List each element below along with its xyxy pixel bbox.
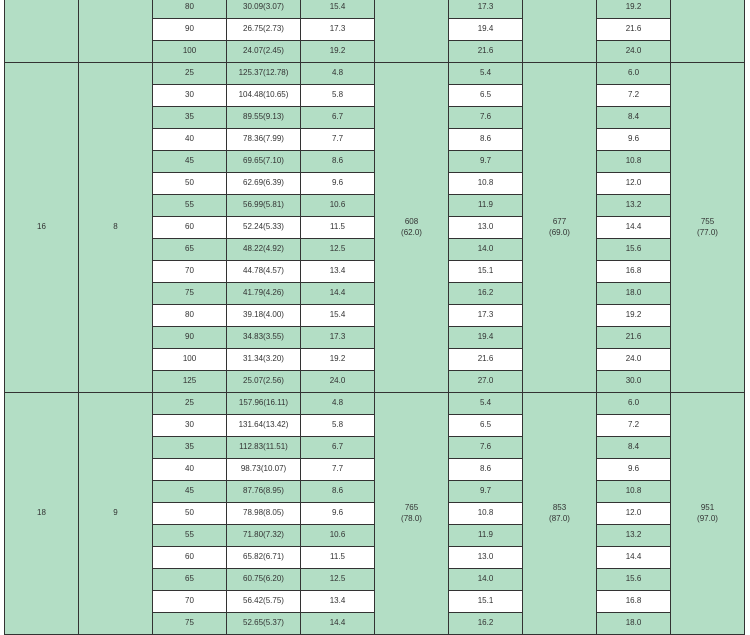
col-4-cell: 48.22(4.92) [227,239,301,261]
col-3-cell: 30 [153,85,227,107]
col-7-cell: 19.4 [449,327,523,349]
col-4-cell: 52.65(5.37) [227,613,301,635]
col-7-cell: 14.0 [449,239,523,261]
col-5-cell: 24.0 [301,371,375,393]
col-9-cell: 14.4 [597,217,671,239]
col-4-cell: 41.79(4.26) [227,283,301,305]
col-7-cell: 16.2 [449,283,523,305]
col-7-cell: 17.3 [449,0,523,19]
col-9-cell: 18.0 [597,283,671,305]
group-col-6-cell [375,0,449,63]
col-7-cell: 9.7 [449,151,523,173]
col-7-cell: 6.5 [449,415,523,437]
col-5-cell: 5.8 [301,85,375,107]
col-5-cell: 8.6 [301,151,375,173]
col-5-cell: 13.4 [301,261,375,283]
col-3-cell: 35 [153,107,227,129]
col-7-cell: 19.4 [449,19,523,41]
col-5-cell: 9.6 [301,503,375,525]
col-4-cell: 25.07(2.56) [227,371,301,393]
spec-table [4,0,745,635]
col-9-cell: 18.0 [597,613,671,635]
col-4-cell: 34.83(3.55) [227,327,301,349]
col-3-cell: 90 [153,327,227,349]
group-col-8-cell [523,0,597,63]
col-7-cell: 27.0 [449,371,523,393]
col-7-cell: 7.6 [449,437,523,459]
col-3-cell: 45 [153,481,227,503]
col-9-cell: 12.0 [597,173,671,195]
col-5-cell: 12.5 [301,239,375,261]
col-9-cell: 8.4 [597,107,671,129]
col-7-cell: 10.8 [449,503,523,525]
table-row [5,393,745,415]
group-col-2-cell [79,0,153,63]
col-5-cell: 5.8 [301,415,375,437]
col-7-cell: 13.0 [449,547,523,569]
col-9-cell: 16.8 [597,591,671,613]
group-col-10-cell: 755 (77.0) [671,63,745,393]
col-9-cell: 19.2 [597,0,671,19]
col-4-cell: 39.18(4.00) [227,305,301,327]
col-3-cell: 125 [153,371,227,393]
col-3-cell: 30 [153,415,227,437]
col-9-cell: 9.6 [597,129,671,151]
col-9-cell: 7.2 [597,85,671,107]
col-5-cell: 10.6 [301,525,375,547]
col-9-cell: 15.6 [597,569,671,591]
col-9-cell: 19.2 [597,305,671,327]
group-col-2-cell: 8 [79,63,153,393]
col-9-cell: 15.6 [597,239,671,261]
table-row [5,63,745,85]
col-3-cell: 100 [153,41,227,63]
col-5-cell: 7.7 [301,459,375,481]
col-5-cell: 14.4 [301,283,375,305]
table-body [5,0,745,635]
col-4-cell: 56.42(5.75) [227,591,301,613]
col-9-cell: 30.0 [597,371,671,393]
col-9-cell: 9.6 [597,459,671,481]
col-9-cell: 6.0 [597,393,671,415]
group-col-6-cell: 765 (78.0) [375,393,449,635]
col-4-cell: 52.24(5.33) [227,217,301,239]
col-7-cell: 21.6 [449,349,523,371]
col-3-cell: 65 [153,239,227,261]
col-5-cell: 12.5 [301,569,375,591]
col-3-cell: 65 [153,569,227,591]
col-9-cell: 6.0 [597,63,671,85]
col-4-cell: 104.48(10.65) [227,85,301,107]
group-col-1-cell: 18 [5,393,79,635]
col-3-cell: 80 [153,305,227,327]
col-7-cell: 6.5 [449,85,523,107]
col-7-cell: 8.6 [449,459,523,481]
col-3-cell: 50 [153,173,227,195]
col-9-cell: 8.4 [597,437,671,459]
col-7-cell: 11.9 [449,195,523,217]
col-3-cell: 40 [153,459,227,481]
col-4-cell: 65.82(6.71) [227,547,301,569]
col-3-cell: 100 [153,349,227,371]
col-4-cell: 157.96(16.11) [227,393,301,415]
col-9-cell: 21.6 [597,19,671,41]
col-7-cell: 14.0 [449,569,523,591]
col-9-cell: 21.6 [597,327,671,349]
table-row [5,0,745,19]
col-5-cell: 9.6 [301,173,375,195]
group-col-2-cell: 9 [79,393,153,635]
col-5-cell: 4.8 [301,63,375,85]
col-3-cell: 45 [153,151,227,173]
col-9-cell: 24.0 [597,41,671,63]
col-7-cell: 9.7 [449,481,523,503]
col-5-cell: 10.6 [301,195,375,217]
col-7-cell: 15.1 [449,591,523,613]
col-5-cell: 14.4 [301,613,375,635]
col-4-cell: 44.78(4.57) [227,261,301,283]
col-7-cell: 8.6 [449,129,523,151]
col-5-cell: 7.7 [301,129,375,151]
col-9-cell: 24.0 [597,349,671,371]
col-4-cell: 112.83(11.51) [227,437,301,459]
col-7-cell: 17.3 [449,305,523,327]
col-3-cell: 40 [153,129,227,151]
col-3-cell: 75 [153,283,227,305]
col-7-cell: 21.6 [449,41,523,63]
group-col-10-cell [671,0,745,63]
col-4-cell: 98.73(10.07) [227,459,301,481]
col-3-cell: 75 [153,613,227,635]
col-9-cell: 12.0 [597,503,671,525]
col-9-cell: 16.8 [597,261,671,283]
col-5-cell: 13.4 [301,591,375,613]
col-4-cell: 56.99(5.81) [227,195,301,217]
col-4-cell: 24.07(2.45) [227,41,301,63]
col-7-cell: 11.9 [449,525,523,547]
col-3-cell: 50 [153,503,227,525]
col-4-cell: 71.80(7.32) [227,525,301,547]
col-5-cell: 15.4 [301,0,375,19]
col-3-cell: 55 [153,195,227,217]
col-7-cell: 5.4 [449,393,523,415]
col-5-cell: 11.5 [301,217,375,239]
col-5-cell: 11.5 [301,547,375,569]
col-4-cell: 60.75(6.20) [227,569,301,591]
col-3-cell: 25 [153,393,227,415]
col-3-cell: 35 [153,437,227,459]
col-3-cell: 60 [153,547,227,569]
col-3-cell: 70 [153,261,227,283]
col-4-cell: 26.75(2.73) [227,19,301,41]
col-9-cell: 10.8 [597,151,671,173]
col-3-cell: 90 [153,19,227,41]
col-4-cell: 69.65(7.10) [227,151,301,173]
col-5-cell: 19.2 [301,41,375,63]
group-col-6-cell: 608 (62.0) [375,63,449,393]
col-3-cell: 60 [153,217,227,239]
col-5-cell: 15.4 [301,305,375,327]
col-5-cell: 4.8 [301,393,375,415]
col-9-cell: 13.2 [597,195,671,217]
col-5-cell: 8.6 [301,481,375,503]
group-col-1-cell [5,0,79,63]
col-4-cell: 87.76(8.95) [227,481,301,503]
col-7-cell: 5.4 [449,63,523,85]
col-4-cell: 131.64(13.42) [227,415,301,437]
col-5-cell: 17.3 [301,327,375,349]
col-3-cell: 25 [153,63,227,85]
col-4-cell: 62.69(6.39) [227,173,301,195]
col-3-cell: 55 [153,525,227,547]
col-7-cell: 10.8 [449,173,523,195]
group-col-8-cell: 677 (69.0) [523,63,597,393]
col-9-cell: 13.2 [597,525,671,547]
group-col-1-cell: 16 [5,63,79,393]
col-4-cell: 78.36(7.99) [227,129,301,151]
group-col-10-cell: 951 (97.0) [671,393,745,635]
col-5-cell: 17.3 [301,19,375,41]
col-7-cell: 7.6 [449,107,523,129]
col-9-cell: 10.8 [597,481,671,503]
col-4-cell: 89.55(9.13) [227,107,301,129]
col-5-cell: 6.7 [301,437,375,459]
group-col-8-cell: 853 (87.0) [523,393,597,635]
col-4-cell: 30.09(3.07) [227,0,301,19]
col-9-cell: 14.4 [597,547,671,569]
col-4-cell: 31.34(3.20) [227,349,301,371]
col-5-cell: 19.2 [301,349,375,371]
col-4-cell: 78.98(8.05) [227,503,301,525]
col-7-cell: 15.1 [449,261,523,283]
col-7-cell: 13.0 [449,217,523,239]
col-4-cell: 125.37(12.78) [227,63,301,85]
col-5-cell: 6.7 [301,107,375,129]
col-3-cell: 70 [153,591,227,613]
col-3-cell: 80 [153,0,227,19]
col-7-cell: 16.2 [449,613,523,635]
col-9-cell: 7.2 [597,415,671,437]
